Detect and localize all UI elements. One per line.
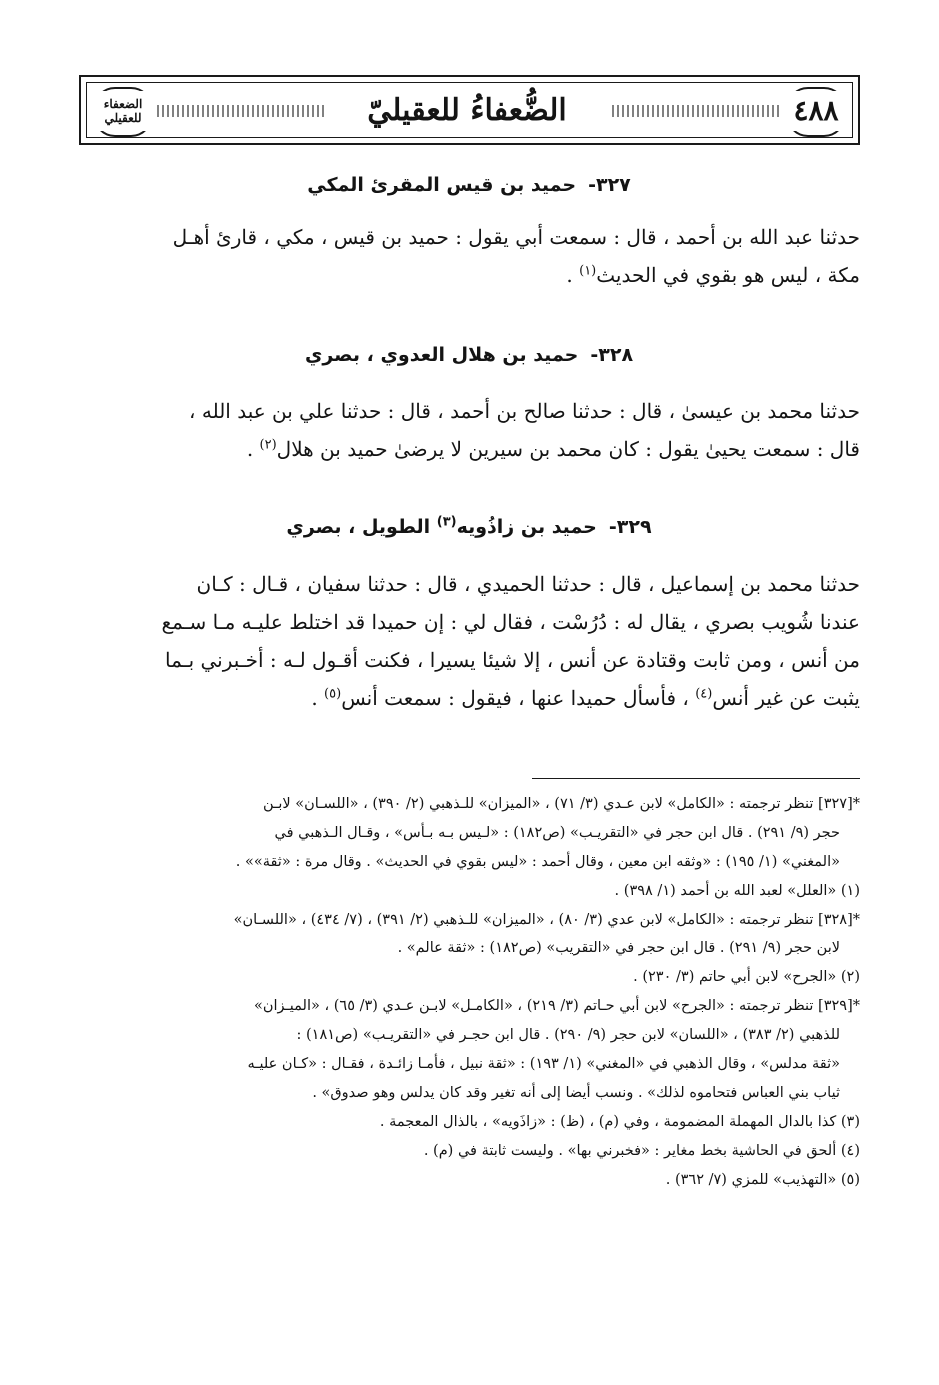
footnotes (78, 790, 860, 1194)
body-line: عندنا شُويب بصري ، يقال له : دُرُسْت ، فقال لي : إن حميدا قد اختلط عليـه مـا سـمع (161, 610, 860, 634)
entry-heading-329 (78, 512, 860, 542)
footnote-marker: (٥) (324, 686, 342, 702)
footnote-marker: (٣) (436, 514, 457, 530)
page-number: ٤٨٨ (786, 91, 846, 131)
entry-number: ٣٢٨- (590, 344, 634, 366)
footnote-marker: (٤) (695, 686, 713, 702)
footnote-marker: (٢) (259, 437, 277, 453)
footnote-line: (٣) كذا بالدال المهملة المضمومة ، وفي (م) ، (ظ) : «زاذَويه» ، بالذال المعجمة . (379, 1113, 860, 1130)
entry-name: حميد بن قيس المقرئ المكي (307, 174, 577, 196)
entry-heading-327 (78, 170, 860, 200)
footnote-line: (٥) «التهذيب» للمزي (٧/ ٣٦٢) . (665, 1171, 860, 1188)
body-line: حدثنا محمد بن عيسىٰ ، قال : حدثنا صالح بن أحمد ، قال : حدثنا علي بن عبد الله ، (189, 399, 860, 423)
entry-body-327 (78, 218, 860, 294)
footnote-marker: (١) (579, 263, 597, 279)
body-text: قال : سمعت يحيىٰ يقول : كان محمد بن سيرين لا يرضىٰ حميد بن هلال (276, 437, 860, 461)
entry-name: حميد بن زاذُويه (456, 516, 597, 538)
ornament-band-left (157, 105, 327, 117)
entry-name-rest: الطويل ، بصري (286, 516, 437, 538)
header-frame (86, 82, 853, 138)
line-end: . (246, 437, 260, 461)
body-text: مكة ، ليس هو بقوي في الحديث (596, 263, 860, 287)
footnote-separator (532, 778, 860, 779)
footnote-line: (١) «العلل» لعبد الله بن أحمد (١/ ٣٩٨) . (614, 882, 860, 899)
entry-number: ٣٢٧- (588, 174, 631, 196)
body-text: يثبت عن غير أنس (712, 686, 860, 710)
body-text: ، فأسأل حميدا عنها ، فيقول : سمعت أنس (341, 686, 696, 710)
footnote-line: ثياب بني العباس فتحاموه لذلك» . ونسب أيضا إلى أنه تغير وقد كان يدلس وهو صدوق» . (312, 1084, 840, 1101)
page-header (79, 75, 860, 145)
ornament-band-right (612, 105, 782, 117)
body-line: حدثنا محمد بن إسماعيل ، قال : حدثنا الحميدي ، قال : حدثنا سفيان ، قـال : كـان (196, 572, 860, 596)
body-line: حدثنا عبد الله بن أحمد ، قال : سمعت أبي يقول : حميد بن قيس ، مكي ، قارئ أهـل (172, 225, 860, 249)
body-line (78, 430, 860, 468)
entry-heading-328 (78, 340, 860, 370)
entry-number: ٣٢٩- (608, 516, 652, 538)
running-title: الضُّعفاءُ للعقيليّ (337, 89, 597, 133)
line-end: . (311, 686, 325, 710)
footnote-line: (٢) «الجرح» لابن أبي حاتم (٣/ ٢٣٠) . (633, 969, 860, 986)
body-line (78, 256, 860, 294)
body-line (78, 679, 860, 717)
footnote-line: لابن حجر (٩/ ٢٩١) . قال ابن حجر في «التقريب» (ص١٨٢) : «ثقة عالم» . (397, 940, 840, 957)
footnote-line: *[٣٢٧] تنظر ترجمته : «الكامل» لابن عـدي (٣/ ٧١) ، «الميزان» للـذهبي (٢/ ٣٩٠) ، «اللسـان» لابـن (263, 796, 860, 812)
line-end: . (566, 263, 580, 287)
footnote-line: للذهبي (٢/ ٣٨٣) ، «اللسان» لابن حجر (٩/ ٢٩٠) . قال ابن حجـر في «التقريـب» (ص١٨١) : (296, 1027, 840, 1044)
footnote-line: «ثقة مدلس» ، وقال الذهبي في «المغني» (١/ ١٩٣) : «ثقة نبيل ، فأمـا زائـدة ، فقـال : «كـان عليـه (247, 1056, 840, 1073)
footnote-line: *[٣٢٨] تنظر ترجمته : «الكامل» لابن عدي (٣/ ٨٠) ، «الميزان» للـذهبي (٢/ ٣٩١) ، (٧/ ٤٣٤) ، «اللسـان» (233, 911, 860, 928)
footnote-line: (٤) ألحق في الحاشية بخط مغاير : «فخبرني بها» . وليست ثابتة في (م) . (423, 1142, 860, 1159)
footnote-line: «المغني» (١/ ١٩٥) : «وثقه ابن معين ، وقال أحمد : «ليس بقوي في الحديث» . وقال مرة : «ثقة»» . (235, 853, 840, 870)
body-line: من أنس ، ومن ثابت وقتادة عن أنس ، إلا شيئا يسيرا ، فكنت أقـول لـه : أخـبرني بـما (165, 648, 860, 672)
footnote-line: *[٣٢٩] تنظر ترجمته : «الجرح» لابن أبي حـاتم (٣/ ٢١٩) ، «الكامـل» لابـن عـدي (٣/ ٦٥) ، «الميـزان» (253, 998, 860, 1015)
footnote-line: حجر (٩/ ٢٩١) . قال ابن حجر في «التقريـب» (ص١٨٢) : «لـيس بـه بـأس» ، وقـال الـذهبي في (274, 824, 840, 841)
entry-name: حميد بن هلال العدوي ، بصري (304, 344, 579, 366)
entry-body-329 (78, 565, 860, 717)
header-side-title: الضعفاء للعقيلي (93, 91, 153, 131)
entry-body-328 (78, 392, 860, 468)
